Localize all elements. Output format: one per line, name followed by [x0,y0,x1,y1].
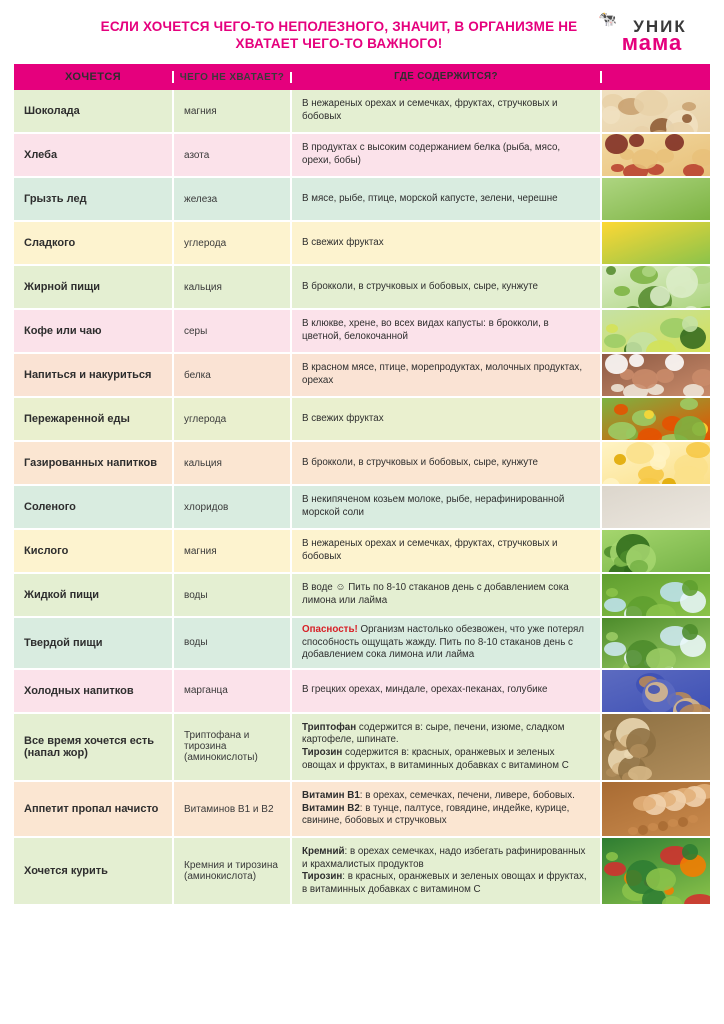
table-row [14,178,710,222]
column-header-lacking: ЧЕГО НЕ ХВАТАЕТ? [174,72,292,83]
photo-detail [682,580,698,596]
photo-detail [604,862,626,876]
craving-cell: Соленого [14,486,174,528]
walnuts-blueberry-photo [602,670,710,712]
nuts-seeds-photo [602,90,710,132]
image-cell [602,266,710,308]
table-row [14,618,710,670]
lacking-cell: кальция [174,266,292,308]
photo-detail [648,823,658,831]
photo-detail [638,825,648,835]
image-cell [602,310,710,352]
craving-cell: Холодных напитков [14,670,174,712]
source-cell: В нежареных орехах и семечках, фруктах, стручковых и бобовых [292,90,602,132]
water-lime-glass-photo [602,618,710,668]
source-cell: В мясе, рыбе, птице, морской капусте, зелени, черешне [292,178,602,220]
cow-icon: 🐄 [598,11,617,28]
lacking-cell: азота [174,134,292,176]
photo-detail [604,598,626,612]
craving-cell: Жидкой пищи [14,574,174,616]
photo-detail [604,334,626,348]
photo-detail [668,819,678,827]
source-cell: В некипяченом козьем молоке, рыбе, нерафинированной морской соли [292,486,602,528]
source-cell: В свежих фруктах [292,222,602,264]
broccoli-photo [602,530,710,572]
chicken-photo [602,782,710,836]
photo-detail [674,416,706,440]
photo-detail [638,428,662,440]
photo-detail [648,685,660,694]
photo-detail [629,134,644,147]
photo-detail [614,454,626,465]
photo-detail [642,266,656,277]
craving-cell: Все время хочется есть (напал жор) [14,714,174,780]
page-title: ЕСЛИ ХОЧЕТСЯ ЧЕГО-ТО НЕПОЛЕЗНОГО, ЗНАЧИТ, В ОРГАНИЗМЕ НЕ ХВАТАЕТ ЧЕГО-ТО ВАЖНОГО! [100,19,578,51]
lacking-cell: Триптофана и тирозина (аминокислоты) [174,714,292,780]
lacking-cell: белка [174,354,292,396]
source-cell: Опасность! Организм настолько обезвожен, что уже потерял способность ощущать жажду. Пить по 8-10 стаканов день с добавлением сока лимона или лайма [292,618,602,668]
column-header-craving: ХОЧЕТСЯ [14,71,174,83]
craving-cell: Грызть лед [14,178,174,220]
photo-detail [608,422,636,440]
table-row [14,574,710,618]
photo-detail [646,868,676,891]
photo-detail [614,404,628,415]
lacking-cell: Кремния и тирозина (аминокислота) [174,838,292,904]
photo-detail [644,410,654,419]
image-cell [602,838,710,904]
craving-cell: Напиться и накуриться [14,354,174,396]
photo-detail [662,896,682,904]
photo-detail [656,369,674,383]
craving-cell: Твердой пищи [14,618,174,668]
photo-detail [682,316,698,332]
photo-detail [606,266,616,275]
cheese-photo [602,442,710,484]
image-cell [602,90,710,132]
warning-label: Опасность! [302,624,358,635]
lacking-cell: Витаминов В1 и В2 [174,782,292,836]
source-cell: В красном мясе, птице, морепродуктах, молочных продуктах, орехах [292,354,602,396]
photo-detail [626,442,654,464]
craving-cell: Хочется курить [14,838,174,904]
photo-detail [630,560,648,572]
source-cell: Кремний: в орехах семечках, надо избегать рафинированных и крахмалистых продуктов Тирозин: в красных, оранжевых и зеленых овощах и фруктах, в витаминных добавках с витамином С [292,838,602,904]
photo-detail [650,286,670,306]
photo-detail [630,744,648,758]
table-row [14,354,710,398]
photo-detail [682,114,692,123]
source-cell: Витамин В1: в орехах, семечках, печени, ливере, бобовых. Витамин В2: в тунце, палтусе, говядине, индейке, курице, свинине, бобовых и стручковых [292,782,602,836]
craving-cell: Жирной пищи [14,266,174,308]
photo-detail [606,324,618,333]
lacking-cell: магния [174,530,292,572]
craving-cell: Кофе или чаю [14,310,174,352]
craving-cell: Газированных напитков [14,442,174,484]
photo-detail [684,894,710,904]
photo-detail [682,102,696,111]
craving-cell: Аппетит пропал начисто [14,782,174,836]
photo-detail [674,466,704,484]
craving-cell: Кислого [14,530,174,572]
craving-cell: Хлеба [14,134,174,176]
lacking-cell: магния [174,90,292,132]
source-cell: В продуктах с высоким содержанием белка (рыба, мясо, орехи, бобы) [292,134,602,176]
photo-detail [632,149,658,169]
photo-detail [628,827,638,835]
grapes-fruit-photo [602,398,710,440]
table-row [14,310,710,354]
page-header [0,0,724,64]
lacking-cell: кальция [174,442,292,484]
source-cell: В клюкве, хрене, во всех видах капусты: в брокколи, в цветной, белокочанной [292,310,602,352]
table-row [14,266,710,310]
lacking-cell: серы [174,310,292,352]
photo-detail [646,648,676,668]
image-cell [602,354,710,396]
photo-detail [658,821,668,831]
photo-detail [604,642,626,656]
source-cell: В нежареных орехах и семечках, фруктах, стручковых и бобовых [292,530,602,572]
image-cell [602,442,710,484]
craving-cell: Шоколада [14,90,174,132]
table-row [14,398,710,442]
photo-detail [602,478,620,484]
image-cell [602,670,710,712]
lacking-cell: хлоридов [174,486,292,528]
table-row [14,90,710,134]
craving-cell: Пережаренной еды [14,398,174,440]
photo-detail [629,354,644,367]
photo-detail [692,369,710,386]
photo-detail [628,766,652,780]
column-header-source: ГДЕ СОДЕРЖИТСЯ? [292,71,602,84]
photo-detail [606,852,618,861]
photo-detail [656,149,674,163]
photo-detail [632,369,658,389]
table-row [14,486,710,530]
table-header-row [14,64,710,90]
photo-detail [686,442,710,458]
photo-detail [682,306,700,308]
lacking-cell: железа [174,178,292,220]
source-cell: В воде ☺ Пить по 8-10 стаканов день с добавлением сока лимона или лайма [292,574,602,616]
image-cell [602,398,710,440]
potatoes-photo [602,714,710,780]
cravings-table [14,64,710,906]
table-row [14,530,710,574]
lacking-cell: углерода [174,398,292,440]
table-row [14,134,710,178]
logo-top-text: УНИК [633,17,687,36]
source-cell: В грецких орехах, миндале, орехах-пеканах, голубике [292,670,602,712]
lacking-cell: воды [174,574,292,616]
logo-bottom-text: мама [621,30,683,55]
table-row [14,838,710,906]
image-cell [602,134,710,176]
image-cell [602,178,710,220]
image-cell [602,574,710,616]
table-row [14,222,710,266]
vegetables-plate-photo [602,838,710,904]
image-cell [602,222,710,264]
image-cell [602,486,710,528]
craving-cell: Сладкого [14,222,174,264]
image-cell [602,618,710,668]
table-row [14,782,710,838]
photo-detail [680,398,698,410]
photo-detail [682,844,698,860]
water-glass-lime-photo [602,574,710,616]
meat-greens-photo [602,178,710,220]
table-body [14,90,710,906]
fresh-fruit-photo [602,222,710,264]
photo-detail [665,134,684,151]
photo-detail [606,588,618,597]
table-row [14,714,710,782]
photo-detail [606,632,618,641]
photo-detail [634,90,668,116]
table-row [14,442,710,486]
meat-fish-photo [602,134,710,176]
photo-detail [634,126,650,132]
photo-detail [614,286,630,296]
photo-detail [682,624,698,640]
photo-detail [666,266,698,298]
image-cell [602,714,710,780]
lacking-cell: марганца [174,670,292,712]
photo-detail [688,815,698,823]
source-cell: В свежих фруктах [292,398,602,440]
photo-detail [602,106,620,124]
beans-broccoli-photo [602,266,710,308]
source-cell: В брокколи, в стручковых и бобовых, сыре, кунжуте [292,266,602,308]
photo-detail [665,354,684,371]
source-cell: В брокколи, в стручковых и бобовых, сыре, кунжуте [292,442,602,484]
milk-meat-photo [602,354,710,396]
photo-detail [692,149,710,166]
table-row [14,670,710,714]
site-logo[interactable] [594,11,710,55]
image-cell [602,782,710,836]
milk-splash-photo [602,486,710,528]
photo-detail [646,604,676,616]
image-cell [602,530,710,572]
source-cell: Триптофан содержится в: сыре, печени, изюме, сладком картофеле, шпинате. Тирозин содержится в: красных, оранжевых и зеленых овощах и фруктах, в витаминных добавках с витамином С [292,714,602,780]
cabbage-broccoli-photo [602,310,710,352]
lacking-cell: воды [174,618,292,668]
photo-detail [646,340,676,352]
photo-detail [678,817,688,827]
lacking-cell: углерода [174,222,292,264]
photo-detail [633,796,656,811]
